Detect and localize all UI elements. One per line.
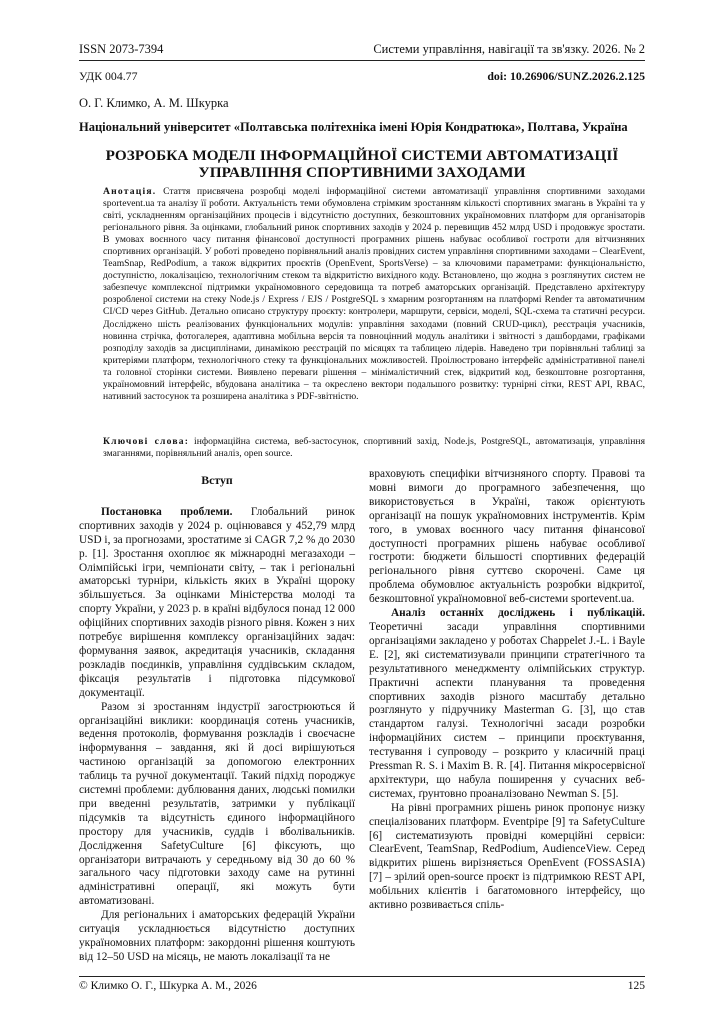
meta-line bbox=[79, 69, 645, 84]
paper-title: РОЗРОБКА МОДЕЛІ ІНФОРМАЦІЙНОЇ СИСТЕМИ АВТОМАТИЗАЦІЇ УПРАВЛІННЯ СПОРТИВНИМИ ЗАХОДАМИ bbox=[105, 147, 619, 181]
udc-code: УДК 004.77 bbox=[79, 69, 138, 83]
page-number: 125 bbox=[627, 980, 645, 992]
abstract-text: Стаття присвячена розробці моделі інформаційної системи автоматизації управління спортивними заходами sportevent.ua та аналізу її роботи. Актуальність теми обумовлена стрімким зростанням кількості спортивних змагань в Україні та у світі, ускладненням організаційних процесів і відсутністю доступних, безкоштовних україномовних платформ для організаторів регіонального рівня. За оцінками, глобальний ринок спортивних заходів у 2024 р. перевищив 452 млрд USD і продовжує зростати. В умовах воєнного часу питання фінансової доступності програмних рішень набуває особливої гостроти для вітчизняних спортивних організацій. У роботі проведено порівняльний аналіз провідних систем управління спортивними заходами – ClearEvent, TeamSnap, RedPodium, а також відкритих проєктів (OpenEvent, SportsVerse) – за ключовими параметрами: функціональністю, доступністю, локалізацією, технологічним стеком та відкритістю вихідного коду. Встановлено, що жодна з розглянутих систем не забезпечує комплексної підтримки україномовного середовища та потреб аматорських організацій. Представлено архітектуру розробленої системи на стеку Node.js / Express / EJS / PostgreSQL з хмарним розгортанням на платформі Render та автоматичним CI/CD через GitHub. Детально описано структуру проєкту: контролери, маршрути, сервіси, моделі, SQL-схема та статичні ресурси. Досліджено шість реалізованих функціональних модулів: управління заходами (повний CRUD-цикл), реєстрація учасників, новинна стрічка, фотогалерея, адаптивна мобільна версія та повноцінний модуль аналітики і звітності з дашбордами, графіками розподілу заходів за дисциплінами, динамікою реєстрацій по місяцях та таблицею лідерів. Наведено три порівняльні таблиці за критеріями платформ, технологічного стеку та функціональних можливостей. Проілюстровано інтерфейс адміністративної панелі та головної сторінки системи. Виявлено переваги рішення – мінімалістичний стек, відкритий код, безкоштовне розгортання, україномовний інтерфейс, вбудована аналітика – та окреслено вектори подальшого розвитку: турнірні сітки, REST API, RBAC, нативний застосунок та розширена аналітика з PDF-звітністю. bbox=[103, 186, 645, 402]
authors: О. Г. Климко, А. М. Шкурка bbox=[79, 96, 229, 110]
paragraph: На рівні програмних рішень ринок пропонує низку спеціалізованих платформ. Eventpipe [9] та SafetyCulture [6] систематизують провідні комерційні сервіси: ClearEvent, TeamSnap, RedPodium, AudienceView. Серед відкритих рішень вирізняється OpenEvent (FOSSASIA) [7] – зрілий open-source проєкт із підтримкою REST API, мобільних клієнтів і багатомовного інтерфейсу, що активно розвивається спіль- bbox=[369, 801, 645, 912]
keywords bbox=[103, 436, 645, 460]
runin-heading-problem: Постановка проблеми. bbox=[101, 505, 233, 518]
paragraph-text: Теоретичні засади управління спортивними організаціями закладено у роботах Chappelet J.-L. і Bayle E. [2], які систематизували принципи стратегічного та результативного менеджменту олімпійських структур. Практичні аспекти планування та проведення спортивних заходів різного масштабу детально розглянуто у підручнику Masterman G. [3], що став стандартом галузі. Технологічні засади розробки інформаційних систем – принципи проєктування, тестування і супроводу – розкрито у класичній праці Pressman R. S. і Maxim B. R. [4]. Питання мікросервісної архітектури, що набула поширення у сучасних веб-системах, ґрунтовно проаналізовано Newman S. [5]. bbox=[369, 620, 645, 800]
doi-link[interactable]: doi: 10.26906/SUNZ.2026.2.125 bbox=[487, 69, 645, 83]
paragraph-flow-placeholder: враховують специфіки вітчизняного спорту. Правові та мовні вимоги до програмного забезпечення, що використовується в Україні, також орієнтують організації на пошук україномовних інструментів. Крім того, в умовах воєнного часу питання фінансової доступності програмних рішень набуває особливої гостроти: бюджети більшості спортивних федерацій регіонального рівня суттєво скорочені. Саме ця проблема обумовлює актуальність розробки відкритої, безкоштовної україномовної веб-системи sportevent.ua. bbox=[369, 468, 645, 606]
body-column-right bbox=[369, 468, 645, 913]
copyright: © Климко О. Г., Шкурка А. М., 2026 bbox=[79, 980, 257, 992]
affiliation: Національний університет «Полтавська політехніка імені Юрія Кондратюка», Полтава, Україна bbox=[79, 120, 628, 134]
section-title: Вступ bbox=[201, 473, 233, 487]
issn: ISSN 2073-7394 bbox=[79, 42, 164, 56]
running-header bbox=[79, 42, 645, 57]
paragraph-continued: Для регіональних і аматорських федерацій України ситуація ускладнюється відсутністю доступних україномовних платформ: закордонні рішення коштують від 12–50 USD на місяць, не мають локалізації та не bbox=[79, 909, 355, 963]
paragraph: Разом зі зростанням індустрії загострюються й організаційні виклики: координація сотень учасників, ведення протоколів, формування розкладів і своєчасне інформування – завдання, які й досі вирішуються частиною організацій за допомогою електронних таблиць та ручної документації. Такий підхід породжує системні проблеми: дублювання даних, людські помилки при введенні результатів, затримки у публікації підсумків та відсутність єдиного інформаційного простору для учасників, суддів і вболівальників. Дослідження SafetyCulture [6] фіксують, що організатори витрачають у середньому від 30 до 60 % загального часу підготовки заходу саме на рутинні адміністративні операції, які можуть бути автоматизовані. bbox=[79, 700, 355, 908]
runin-heading-literature: Аналіз останніх досліджень і публікацій. bbox=[391, 607, 645, 620]
body-column-left bbox=[79, 468, 355, 965]
paragraph-literature bbox=[369, 607, 645, 802]
paragraph-problem bbox=[79, 506, 355, 701]
footer bbox=[79, 980, 645, 992]
paragraph-text: Глобальний ринок спортивних заходів у 2024 р. оцінювався у 452,79 млрд USD і, за прогнозами, зростатиме зі CAGR 7,2 % до 2030 р. [1]. Зростання охоплює як міжнародні мегазаходи – Олімпійські ігри, чемпіонати світу, – так і регіональні аматорські турніри, кількість яких в Україні щороку збільшується. За оцінками Міністерства молоді та спорту України, у 2023 р. в країні відбулося понад 12 000 офіційних спортивних заходів різного рівня. Кожен з них потребує вирішення комплексу організаційних задач: формування заявок, акредитація учасників, складання розкладів поєдинків, управління суддівським складом, фіксація результатів і підготовка підсумкової документації. bbox=[79, 505, 356, 699]
keywords-text: інформаційна система, веб-застосунок, спортивний захід, Node.js, PostgreSQL, автоматизація, управління змаганнями, порівняльний аналіз, open source. bbox=[103, 436, 645, 460]
keywords-label: Ключові слова: bbox=[103, 436, 190, 447]
header-rule bbox=[79, 60, 645, 61]
footer-rule bbox=[79, 976, 645, 977]
abstract-label: Анотація. bbox=[103, 186, 157, 197]
abstract bbox=[103, 186, 645, 403]
journal-name: Системи управління, навігації та зв'язку. 2026. № 2 bbox=[373, 42, 645, 56]
